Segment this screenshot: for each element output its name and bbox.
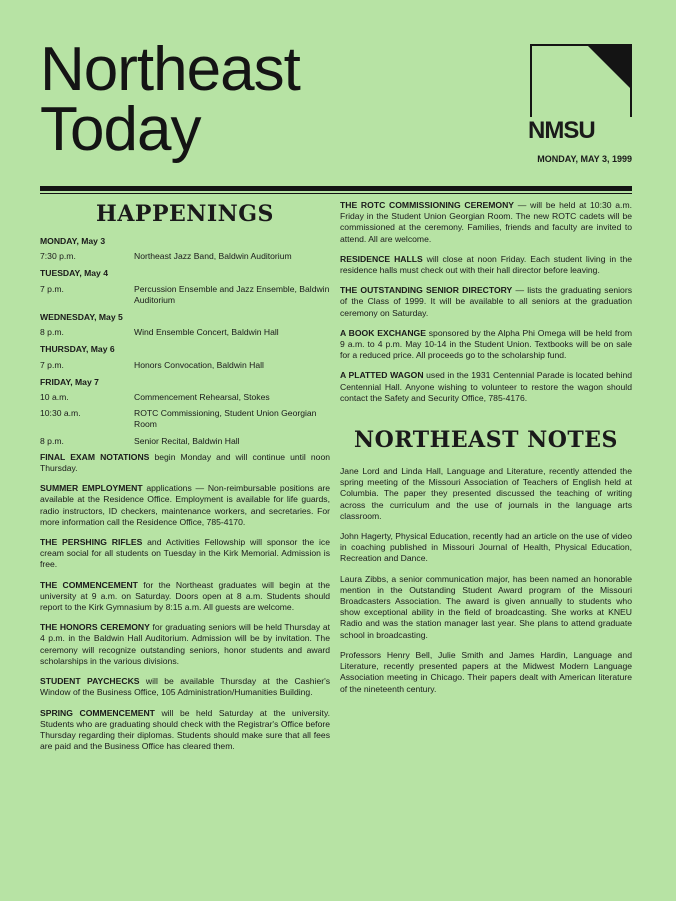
- announcement: [40, 676, 330, 698]
- happenings-heading: HAPPENINGS: [96, 201, 274, 227]
- announcement: [40, 537, 330, 571]
- event-time: 8 p.m.: [40, 327, 64, 338]
- event-desc: Commencement Rehearsal, Stokes: [134, 392, 270, 403]
- note-paragraph: John Hagerty, Physical Education, recently had an article on the use of video in coaching published in Missouri Journal of Health, Physical Education, Recreation and Dance.: [340, 531, 632, 564]
- event-row: [40, 360, 330, 371]
- announcement-text: used in the 1931 Centennial Parade is located behind Centennial Hall. Anyone wishing to volunteer to restore the wagon should contact the Safety and Security Office, 785-4176.: [340, 370, 632, 403]
- left-column: [40, 200, 330, 761]
- announcement: [40, 580, 330, 614]
- announcement-text: for the Northeast graduates will begin at the university at 9 a.m. on Saturday. Doors open at 8 a.m. Students should report to the Kirk Gymnasium by 8:15 a.m. All guests are welcome.: [40, 579, 330, 613]
- announcement-lead: RESIDENCE HALLS: [340, 253, 423, 264]
- event-row: [40, 436, 330, 447]
- masthead-title-line2: Today: [40, 95, 201, 164]
- event-desc: ROTC Commissioning, Student Union Georgian Room: [134, 408, 317, 430]
- announcement: [40, 622, 330, 667]
- event-row: [40, 284, 330, 306]
- announcement-lead: A BOOK EXCHANGE: [340, 327, 426, 338]
- day-heading: TUESDAY, May 4: [40, 268, 108, 279]
- event-time: 8 p.m.: [40, 435, 64, 446]
- event-time: 10 a.m.: [40, 392, 69, 403]
- event-time: 10:30 a.m.: [40, 408, 81, 419]
- note-paragraph: Professors Henry Bell, Julie Smith and James Hardin, Language and Literature, recently presented papers at the Midwest Modern Language Association meeting in Chicago. Their papers dealt with American literature of the nineteenth century.: [340, 649, 632, 694]
- announcement: [340, 254, 632, 276]
- announcement-text: for graduating seniors will be held Thursday at 4 p.m. in the Baldwin Hall Auditorium. Admission will be by invitation. The ceremony will recognize outstanding seniors, honor students and award scholarships in the various divisions.: [40, 622, 331, 666]
- masthead-title: [40, 35, 300, 164]
- note-paragraph: Laura Zibbs, a senior communication major, has been named an honorable mention in the Outstanding Student Award program of the Missouri Broadcasters Association. The award is given annually to students who show exceptional ability in the field of broadcasting. She works at KNEU Radio and was the station manager last year. She plans to attend graduate school in broadcasting.: [340, 573, 632, 640]
- day-heading: THURSDAY, May 6: [40, 344, 115, 355]
- announcement-text: and Activities Fellowship will sponsor the ice cream social for all students on Tuesday in the Kirk Memorial. Admission is free.: [40, 537, 330, 570]
- logo-triangle-icon: [586, 44, 632, 90]
- logo-text: NMSU: [528, 117, 638, 145]
- announcement: [340, 200, 632, 245]
- announcement: [40, 483, 330, 528]
- announcement-text: begin Monday and will continue until noon Thursday.: [40, 451, 331, 474]
- schedule: [40, 236, 330, 447]
- announcement-text: sponsored by the Alpha Phi Omega will be held from 9 a.m. to 4 p.m. May 10-14 in the Student Union. Textbooks will be on sale for a reduced price. All proceeds go to the scholarship fund.: [340, 327, 633, 361]
- event-row: [40, 408, 330, 430]
- note-paragraph: Jane Lord and Linda Hall, Language and Literature, recently attended the spring meeting of the Missouri Association of Teachers of English held at Columbia. The paper they presented discussed the teaching of writing across the curriculum and the use of journals in the language arts classroom.: [340, 466, 632, 521]
- event-row: [40, 392, 330, 403]
- event-time: 7 p.m.: [40, 359, 64, 370]
- announcement: [340, 285, 632, 319]
- announcement-text: — lists the graduating seniors of the Class of 1999. It will be available to all seniors at the graduation ceremony on Saturday.: [340, 285, 632, 318]
- event-time: 7 p.m.: [40, 283, 64, 294]
- event-desc: Honors Convocation, Baldwin Hall: [134, 359, 264, 370]
- announcement-text: will be held Saturday at the university. Students who are graduating should check with the Registrar's Office before Thursday regarding their diplomas. Students should make sure that all fees are paid and the Business Office has cleared them.: [40, 707, 330, 752]
- announcement-text: will close at noon Friday. Each student living in the residence halls must check out with their hall director before leaving.: [340, 253, 632, 276]
- announcement-lead: THE PERSHING RIFLES: [40, 537, 143, 548]
- announcement: [340, 328, 632, 362]
- announcement-text: will be available Thursday at the Cashier's Window of the Business Office, 105 Administration/Humanities Building.: [40, 676, 331, 698]
- announcement-lead: THE ROTC COMMISSIONING CEREMONY: [340, 200, 515, 210]
- announcement-lead: SUMMER EMPLOYMENT: [40, 483, 143, 494]
- event-time: 7:30 p.m.: [40, 251, 76, 262]
- announcement-text: — will be held at 10:30 a.m. Friday in the Student Union Georgian Room. The new ROTC cadets will be commissioned at the ceremony. Families, friends and faculty are invited to attend. All are welcome.: [340, 200, 632, 244]
- announcement-lead: A PLATTED WAGON: [340, 370, 424, 381]
- day-heading: FRIDAY, May 7: [40, 376, 99, 387]
- event-desc: Senior Recital, Baldwin Hall: [134, 435, 240, 446]
- announcement: [340, 370, 632, 404]
- notes-heading: NORTHEAST NOTES: [354, 427, 618, 454]
- announcement-lead: THE COMMENCEMENT: [40, 579, 138, 590]
- issue-date: MONDAY, MAY 3, 1999: [537, 154, 632, 164]
- announcement-lead: FINAL EXAM NOTATIONS: [40, 451, 150, 462]
- right-column: [340, 200, 632, 704]
- announcement-lead: THE OUTSTANDING SENIOR DIRECTORY: [340, 285, 513, 296]
- announcement-text: applications — Non-reimbursable positions are available at the Residence Office. Employment is available for life guards, radio instructors, ID checkers, maintenance workers, and secretaries. For more information call the Residence Office, 785-4170.: [40, 483, 331, 527]
- event-row: [40, 251, 330, 262]
- announcement-lead: STUDENT PAYCHECKS: [40, 676, 140, 687]
- announcement-lead: SPRING COMMENCEMENT: [40, 707, 155, 718]
- announcement: [40, 708, 330, 753]
- announcement: [40, 452, 330, 474]
- event-desc: Wind Ensemble Concert, Baldwin Hall: [134, 327, 279, 338]
- announcement-lead: THE HONORS CEREMONY: [40, 622, 150, 633]
- event-row: [40, 327, 330, 338]
- day-heading: MONDAY, May 3: [40, 236, 106, 246]
- masthead-rule-thin: [40, 193, 632, 194]
- event-desc: Northeast Jazz Band, Baldwin Auditorium: [134, 251, 292, 262]
- event-desc: Percussion Ensemble and Jazz Ensemble, Baldwin Auditorium: [134, 283, 330, 305]
- day-heading: WEDNESDAY, May 5: [40, 312, 123, 323]
- masthead-title-line1: Northeast: [40, 35, 300, 104]
- masthead-rule: [40, 186, 632, 191]
